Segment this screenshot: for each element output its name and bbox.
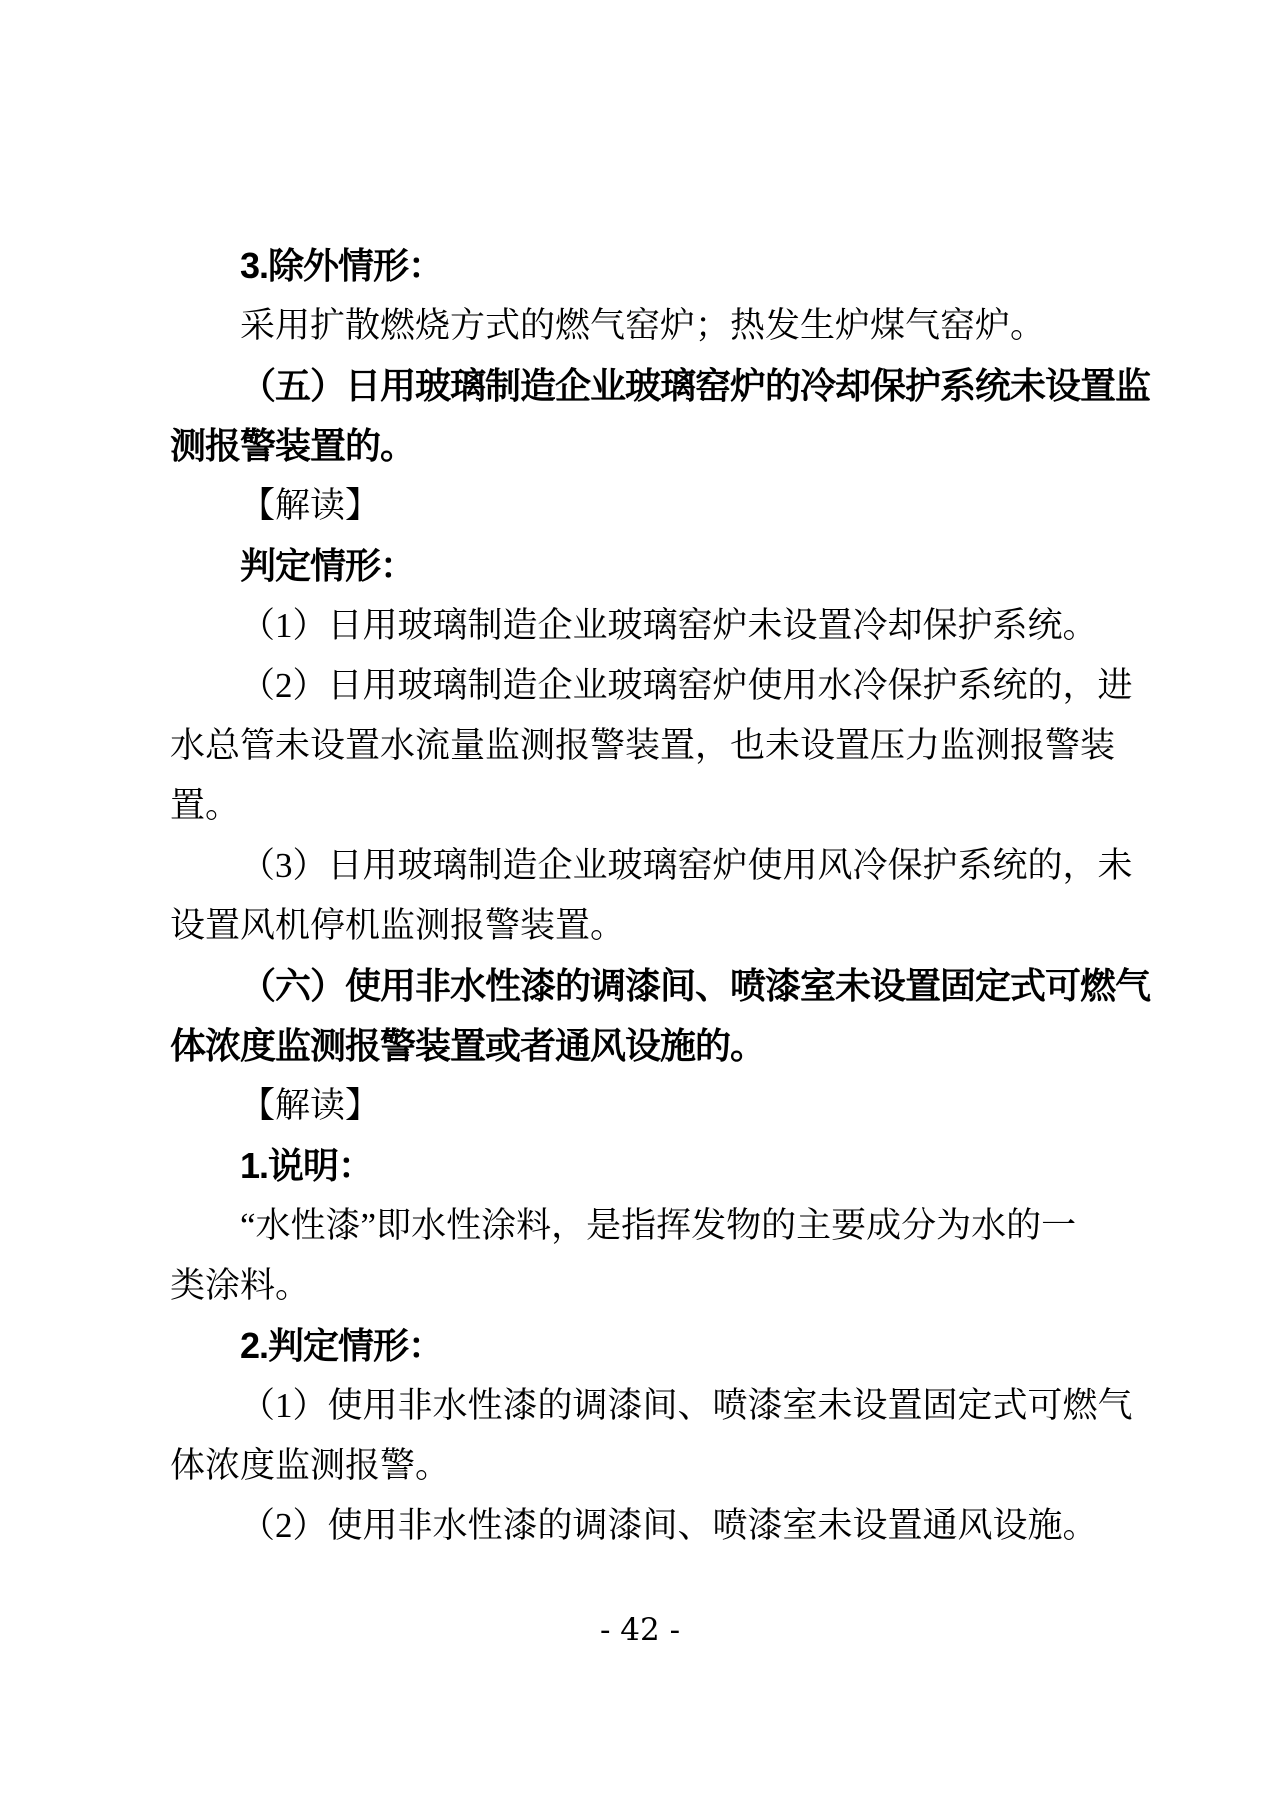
text-line: “水性漆”即水性涂料，是指挥发物的主要成分为水的一 (240, 1206, 1077, 1245)
text-line: 设置风机停机监测报警装置。 (170, 906, 626, 945)
text-line: 类涂料。 (170, 1266, 311, 1305)
interpretation-label: 【解读】 (240, 1086, 381, 1125)
heading-item-six: （六）使用非水性漆的调漆间、喷漆室未设置固定式可燃气 (240, 965, 1151, 1006)
interpretation-label: 【解读】 (240, 486, 381, 525)
page-number: - 42 - (599, 1612, 681, 1648)
text-line: 置。 (170, 786, 241, 825)
text-line: （3）日用玻璃制造企业玻璃窑炉使用风冷保护系统的，未 (240, 846, 1133, 885)
heading-item-five: （五）日用玻璃制造企业玻璃窑炉的冷却保护系统未设置监 (240, 365, 1151, 406)
text-line: （2）日用玻璃制造企业玻璃窑炉使用水冷保护系统的，进 (240, 666, 1133, 705)
text-line: 水总管未设置水流量监测报警装置，也未设置压力监测报警装 (170, 726, 1116, 765)
text-line: （1）日用玻璃制造企业玻璃窑炉未设置冷却保护系统。 (240, 606, 1098, 645)
heading-item-six-cont: 体浓度监测报警装置或者通风设施的。 (170, 1025, 766, 1066)
document-body (170, 236, 1151, 1556)
heading-judgment-cases-2: 2.判定情形： (240, 1325, 444, 1366)
heading-exception-cases: 3.除外情形： (240, 245, 444, 286)
text-line: 体浓度监测报警。 (170, 1446, 451, 1485)
heading-explanation: 1.说明： (240, 1145, 374, 1186)
heading-item-five-cont: 测报警装置的。 (170, 425, 416, 466)
heading-judgment-cases: 判定情形： (240, 545, 416, 586)
text-line: （2）使用非水性漆的调漆间、喷漆室未设置通风设施。 (240, 1506, 1098, 1545)
text-line: 采用扩散燃烧方式的燃气窑炉；热发生炉煤气窑炉。 (240, 306, 1046, 345)
text-line: （1）使用非水性漆的调漆间、喷漆室未设置固定式可燃气 (240, 1386, 1133, 1425)
